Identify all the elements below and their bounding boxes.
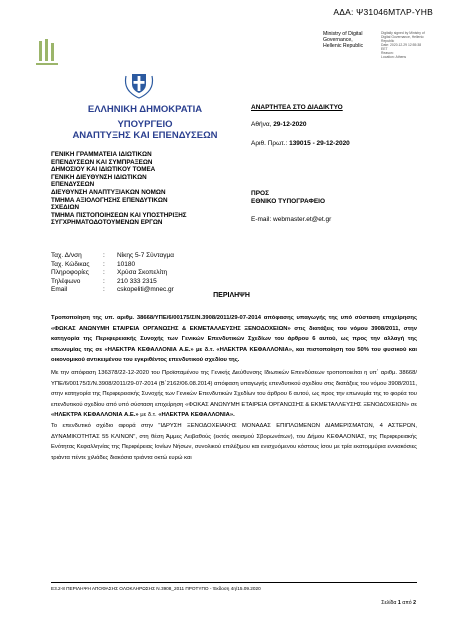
ada-code: ΑΔΑ: Ψ31046ΜΤΛΡ-ΥΗΒ (333, 7, 433, 17)
summary-title: ΠΕΡΙΛΗΨΗ (213, 292, 250, 299)
online-posting-label: ΑΝΑΡΤΗΤΕΑ ΣΤΟ ΔΙΑΔΙΚΤΥΟ (251, 104, 343, 111)
decision-body (51, 368, 417, 463)
contact-row-info: Πληροφορίες : Χρύσα Σκοπελίτη (51, 269, 168, 277)
hellenic-republic-heading: ΕΛΛΗΝΙΚΗ ΔΗΜΟΚΡΑΤΙΑ (87, 104, 203, 115)
ministry-heading: ΥΠΟΥΡΓΕΙΟ ΑΝΑΠΤΥΞΗΣ ΚΑΙ ΕΠΕΝΔΥΣΕΩΝ (72, 119, 218, 141)
signature-details: Digitally signed by Ministry of Digital Governance, Hellenic Republic Date: 2020.12.29 12:55:38 EET Reason: Location: Athens (381, 31, 425, 59)
recipient-block: ΠΡΟΣ ΕΘΝΙΚΟ ΤΥΠΟΓΡΑΦΕΙΟ (251, 190, 326, 205)
greek-coat-of-arms-icon (122, 70, 156, 100)
decision-paragraph-2: Το επενδυτικό σχέδιο αφορά στην "ΙΔΡΥΣΗ ΞΕΝΟΔΟΧΕΙΑΚΗΣ ΜΟΝΑΔΑΣ ΕΠΙΠΛΩΜΕΝΩΝ ΔΙΑΜΕΡΙΣΜΑΤΩΝ, 4 ΑΣΤΕΡΩΝ, ΔΥΝΑΜΙΚΟΤΗΤΑΣ 55 ΚΛΙΝΩΝ", στη θέση Άμμες Λειβαθούς (εκτός οικισμού Σβορωνάτων), του Δήμου ΚΕΦΑΛΟΝΙΑΣ, της Περιφερειακής Ενότητας Κεφαλληνίας της Περιφέρειας Ιονίων Νήσων, συνολικού επιλέξιμου και ενισχυόμενου κόστους ίσου με τρία εκατομμύρια εννιακόσιες τριάντα πέντε χιλιάδες διακόσια τριάντα οκτώ ευρώ και (51, 422, 417, 461)
contact-info (51, 252, 174, 295)
contact-row-email: Email : cskopeliti@mnec.gr (51, 286, 174, 294)
document-date: Αθήνα, 29-12-2020 (251, 121, 307, 128)
contact-row-address: Ταχ. Δ/νση : Νίκης 5-7 Σύνταγμα (51, 252, 174, 259)
issuing-departments: ΓΕΝΙΚΗ ΓΡΑΜΜΑΤΕΙΑ ΙΔΙΩΤΙΚΩΝ ΕΠΕΝΔΥΣΕΩΝ ΚΑΙ ΣΥΜΠΡΑΞΕΩΝ ΔΗΜΟΣΙΟΥ ΚΑΙ ΙΔΙΩΤΙΚΟΥ ΤΟΜΕΑ ΓΕΝΙΚΗ ΔΙΕΥΘΥΝΣΗ ΙΔΙΩΤΙΚΩΝ ΕΠΕΝΔΥΣΕΩΝ ΔΙΕΥΘΥΝΣΗ ΑΝΑΠΤΥΞΙΑΚΩΝ ΝΟΜΩΝ ΤΜΗΜΑ ΑΞΙΟΛΟΓΗΣΗΣ ΕΠΕΝΔΥΤΙΚΩΝ ΣΧΕΔΙΩΝ ΤΜΗΜΑ ΠΙΣΤΟΠΟΙΗΣΕΩΝ ΚΑΙ ΥΠΟΣΤΗΡΙΞΗΣ ΣΥΓΧΡΗΜΑΤΟΔΟΤΟΥΜΕΝΩΝ ΕΡΓΩΝ (51, 151, 187, 227)
summary-subject: Τροποποίηση της υπ. αριθμ. 38668/ΥΠΕ/6/00175/Σ/Ν.3908/2011/29-07-2014 απόφασης υπαγωγής της υπό σύσταση επιχείρησης «ΦΩΚΑΣ ΑΝΩΝΥΜΗ ΕΤΑΙΡΕΙΑ ΟΡΓΑΝΩΣΗΣ & ΕΚΜΕΤΑΛΛΕΥΣΗΣ ΞΕΝΟΔΟΧΕΙΩΝ» στις διατάξεις του νόμου 3908/2011, στην κατηγορία της Περιφερειακής Συνοχής των Γενικών Επενδυτικών Σχεδίων του άρθρου 6 αυτού, ως προς την αλλαγή της επωνυμίας της σε «ΗΛΕΚΤΡΑ ΚΕΦΑΛΛΟΝΙΑ Α.Ε.» με δ.τ. «ΗΛΕΚΤΡΑ ΚΕΦΑΛΛΟΝΙΑ», και πιστοποίηση του 50% του φυσικού και οικονομικού αντικειμένου του εγκριθέντος επενδυτικού σχεδίου της. (51, 315, 417, 364)
contact-row-postcode: Ταχ. Κώδικας : 10180 (51, 260, 136, 268)
contact-row-phone: Τηλέφωνο : 210 333 2315 (51, 277, 157, 285)
footer-divider (51, 582, 417, 583)
decision-paragraph-1: Με την απόφαση 136378/22-12-2020 του Προϊσταμένου της Γενικής Διεύθυνσης Ιδιωτικών Επενδύσεων τροποποιείται η υπ΄ αριθμ. 38668/ΥΠΕ/6/00175/Σ/Ν.3908/2011/29-07-2014 (Β΄2162/06.08.2014) απόφαση υπαγωγής επενδυτικού σχεδίου στις διατάξεις του νόμου 3908/2011, στην κατηγορία της Περιφερειακής Συνοχής των Γενικών Επενδυτικών Σχεδίων του άρθρου 6 αυτού, ως προς την επωνυμία της το φορέα του επενδυτικού σχεδίου από υπό σύσταση επιχείρηση «ΦΩΚΑΣ ΑΝΩΝΥΜΗ ΕΤΑΙΡΕΙΑ ΟΡΓΑΝΩΣΗΣ & ΕΚΜΕΤΑΛΛΕΥΣΗΣ ΞΕΝΟΔΟΧΕΙΩΝ» σε «ΗΛΕΚΤΡΑ ΚΕΦΑΛΛΟΝΙΑ Α.Ε.» με δ.τ. «ΗΛΕΚΤΡΑ ΚΕΦΑΛΛΟΝΙΑ». (51, 370, 417, 419)
footer-template-code: Ε3.2-8 ΠΕΡΙΛΗΨΗ ΑΠΟΦΑΣΗΣ ΟΛΟΚΛΗΡΩΣΗΣ Ν.3908_2011 ΠΡΟΤΥΠΟ - Έκδοση 4η/15.09.2020 (51, 586, 261, 591)
page-number: Σελίδα 1 από 2 (381, 600, 416, 606)
recipient-email: E-mail: webmaster.et@et.gr (251, 216, 332, 223)
protocol-number: Αριθ. Πρωτ.: 139015 - 29-12-2020 (251, 140, 350, 147)
diavgeia-seal-icon (30, 37, 66, 73)
signature-signer: Ministry of Digital Governance, Hellenic Republic (323, 31, 364, 49)
digital-signature-block (323, 31, 445, 59)
